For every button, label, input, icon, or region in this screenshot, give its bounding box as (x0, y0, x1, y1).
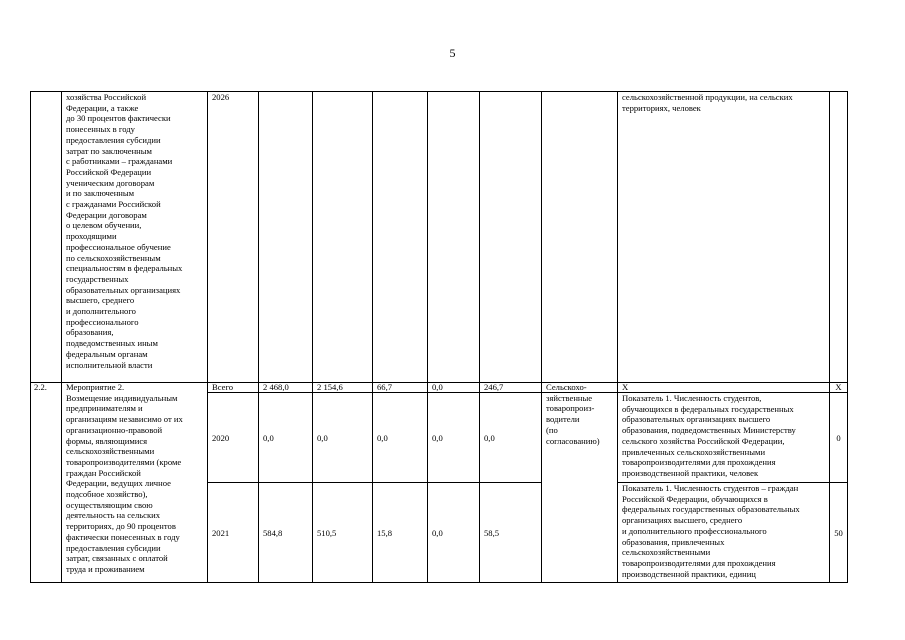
table-col-line (61, 91, 62, 583)
table-rule-bottom (30, 582, 848, 583)
value-cell: 510,5 (317, 528, 337, 538)
value-cell: 0,0 (377, 433, 388, 443)
executor-cell: Сельскохо- зяйственные товаропроиз- водители (по согласованию) (546, 382, 600, 446)
value-cell: 2 154,6 (317, 382, 343, 392)
table-col-line (207, 91, 208, 583)
indicator-cell: сельскохозяйственной продукции, на сельских территориях, человек (622, 92, 793, 113)
value-cell: 0,0 (432, 433, 443, 443)
page-number: 5 (449, 46, 456, 60)
table-col-line (829, 91, 830, 583)
year-cell-total: Всего (212, 382, 234, 392)
year-cell: 2026 (212, 92, 230, 102)
value-cell: 584,8 (263, 528, 283, 538)
measure-number: 2.2. (34, 382, 47, 392)
measure-description-continued: хозяйства Российской Федерации, а также до 30 процентов фактически понесенных в году предоставления субсидии затрат по заключенным с работниками – гражданами Российской Федерации ученическим договорам и по заключенным с гражданами Российской Федерации договорам о целевом обучении, проходящими профессиональное обучение по сельскохозяйственным специальностям в федеральных государственных образовательных организациях высшего, среднего и дополнительного профессионального образования, подведомственных иным федеральным органам исполнительной власти (66, 92, 183, 370)
target-cell: 50 (834, 528, 843, 538)
year-cell: 2021 (212, 528, 230, 538)
table-col-line (372, 91, 373, 583)
value-cell: 58,5 (484, 528, 500, 538)
indicator-cell: X (622, 382, 629, 392)
table-col-line (30, 91, 31, 583)
year-cell: 2020 (212, 433, 230, 443)
value-cell: 246,7 (484, 382, 504, 392)
target-cell: 0 (836, 433, 841, 443)
table-col-line (847, 91, 848, 583)
table-col-line (541, 91, 542, 583)
table-col-line (427, 91, 428, 583)
value-cell: 0,0 (263, 433, 274, 443)
value-cell: 0,0 (484, 433, 495, 443)
table-col-line (479, 91, 480, 583)
measure-description: Мероприятие 2. Возмещение индивидуальным предпринимателям и организациям независимо от их организационно-правовой формы, являющимися сельскохозяйственными товаропроизводителями (кроме граждан Российской Федерации, ведущих личное подсобное хозяйство), осуществляющим свою деятельность на сельских территориях, до 90 процентов фактически понесенных в году предоставления субсидии затрат, связанных с оплатой труда и проживанием (66, 382, 183, 574)
value-cell: 0,0 (317, 433, 328, 443)
table-col-line (312, 91, 313, 583)
value-cell: 66,7 (377, 382, 393, 392)
table-col-line (617, 91, 618, 583)
indicator-cell: Показатель 1. Численность студентов – граждан Российской Федерации, обучающихся в федеральных государственных образовательных организациях высшего, среднего и дополнительного профессионального образования, привлеченных сельскохозяйственными товаропроизводителями для прохождения производственной практики, единиц (622, 483, 800, 579)
indicator-cell: Показатель 1. Численность студентов, обучающихся в федеральных государственных образовательных организациях высшего образования, подведомственных Министерству сельского хозяйства Российской Федерации, привлеченных сельскохозяйственными товаропроизводителями для прохождения производственной практики, человек (622, 393, 796, 478)
value-cell: 0,0 (432, 382, 443, 392)
table-col-line (258, 91, 259, 583)
value-cell: 0,0 (432, 528, 443, 538)
value-cell: 2 468,0 (263, 382, 289, 392)
target-cell: X (835, 382, 842, 392)
value-cell: 15,8 (377, 528, 393, 538)
